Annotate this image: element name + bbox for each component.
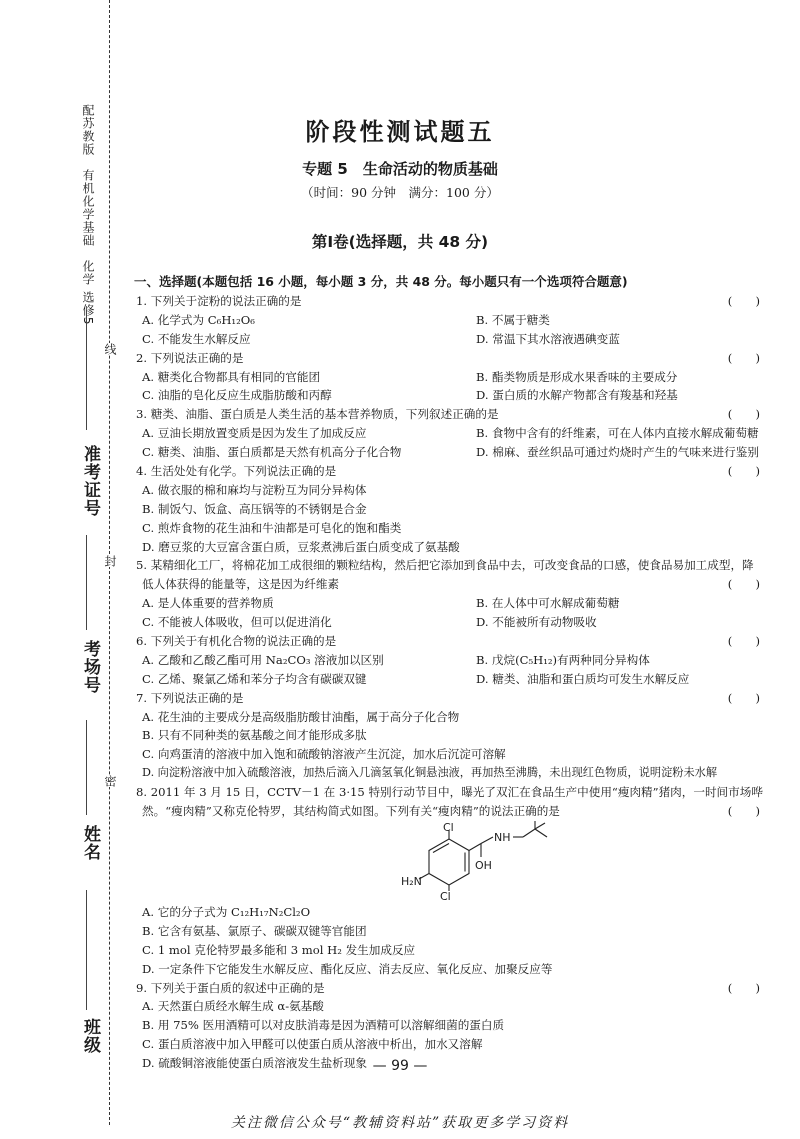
option-d: D. 棉麻、蚕丝织品可通过灼烧时产生的气味来进行鉴别 [476, 445, 759, 460]
option-row [134, 311, 774, 330]
question-8 [134, 783, 774, 802]
question-1 [134, 292, 774, 311]
option-row [134, 443, 774, 462]
page-number: — 99 — [372, 1058, 428, 1074]
benzene-ring [429, 839, 469, 885]
question-4 [134, 462, 774, 481]
question-5-cont [134, 575, 774, 594]
option-c: C. 油脂的皂化反应生成脂肪酸和丙醇 [142, 388, 332, 403]
answer-bracket: ( ) [727, 294, 760, 308]
footer-note: 关注微信公众号“教辅资料站”获取更多学习资料 [230, 1115, 570, 1131]
side-blank-line [86, 890, 87, 1010]
option-a: A. 糖类化合物都具有相同的官能团 [142, 369, 321, 384]
option-a: A. 是人体重要的营养物质 [142, 596, 274, 611]
option-row [134, 386, 774, 405]
question-5 [134, 556, 774, 575]
answer-bracket: ( ) [727, 350, 760, 365]
question-9 [134, 979, 774, 998]
answer-bracket: ( ) [727, 980, 760, 995]
question-stem-cont: 然。“瘦肉精”又称克伦特罗，其结构简式如图。下列有关“瘦肉精”的说法正确的是 [142, 804, 560, 819]
option-d: D. 蛋白质的水解产物都含有羧基和羟基 [476, 388, 678, 403]
option-a: A. 豆油长期放置变质是因为发生了加成反应 [142, 426, 367, 441]
option-d: D. 常温下其水溶液遇碘变蓝 [476, 331, 620, 346]
option-row [134, 368, 774, 387]
option-a: A. 花生油的主要成分是高级脂肪酸甘油酯，属于高分子化合物 [142, 709, 460, 724]
option-a: A. 天然蛋白质经水解生成 α-氨基酸 [142, 999, 324, 1014]
question-stem: 5. 某精细化工厂，将棉花加工成很细的颗粒结构，然后把它添加到食品中去，可改变食品的口感，使食品易加工成型，降 [136, 558, 754, 573]
option-b: B. 戊烷(C₅H₁₂)有两种同分异构体 [476, 652, 650, 667]
option-c: C. 煎炸食物的花生油和牛油都是可皂化的饱和酯类 [142, 520, 402, 535]
exam-id-label: 准考证号 [80, 445, 100, 517]
subtitle: 专题 5 生命活动的物质基础 [302, 160, 498, 178]
clenbuterol-structure [134, 821, 774, 891]
option-b: B. 它含有氨基、氯原子、碳碳双键等官能团 [142, 923, 367, 938]
option-b: B. 食物中含有的纤维素，可在人体内直接水解成葡萄糖 [476, 426, 759, 441]
option-row [134, 670, 774, 689]
time-score-info: （时间：90 分钟 满分：100 分） [301, 185, 499, 200]
option-c: C. 蛋白质溶液中加入甲醛可以使蛋白质从溶液中析出，加水又溶解 [142, 1037, 483, 1052]
hydroxyl-label: OH [475, 858, 492, 872]
question-stem: 3. 糖类、油脂、蛋白质是人类生活的基本营养物质，下列叙述正确的是 [136, 407, 499, 422]
cut-mark-line: 线 [103, 343, 117, 355]
answer-bracket: ( ) [727, 407, 760, 422]
question-stem: 4. 生活处处有化学。下列说法正确的是 [136, 464, 337, 479]
option-c: C. 糖类、油脂、蛋白质都是天然有机高分子化合物 [142, 445, 402, 460]
option-row [134, 424, 774, 443]
option-d: D. 不能被所有动物吸收 [476, 615, 597, 630]
name-label: 姓名 [80, 825, 100, 861]
answer-bracket: ( ) [727, 464, 760, 479]
option-b: B. 用 75% 医用酒精可以对皮肤消毒是因为酒精可以溶解细菌的蛋白质 [142, 1018, 505, 1033]
question-8-cont [134, 802, 774, 821]
section-heading: 一、选择题(本题包括 16 小题，每小题 3 分，共 48 分。每小题只有一个选项符合题意) [134, 274, 628, 289]
side-blank-line [86, 310, 87, 430]
option-b: B. 酯类物质是形成水果香味的主要成分 [476, 369, 678, 384]
option-c: C. 不能被人体吸收，但可以促进消化 [142, 615, 332, 630]
option-b: B. 制饭勺、饭盒、高压锅等的不锈钢是合金 [142, 501, 367, 516]
side-blank-line [86, 535, 87, 630]
option-a: A. 乙酸和乙酸乙酯可用 Na₂CO₃ 溶液加以区别 [142, 652, 384, 667]
answer-bracket: ( ) [727, 690, 760, 705]
option-row [134, 613, 774, 632]
option-a: A. 它的分子式为 C₁₂H₁₇N₂Cl₂O [142, 904, 311, 919]
option-a: A. 做衣服的棉和麻均与淀粉互为同分异构体 [142, 482, 367, 497]
question-stem: 7. 下列说法正确的是 [136, 690, 244, 705]
structure-formula-image [389, 821, 579, 893]
imino-label: NH [494, 830, 511, 844]
option-b: B. 不属于糖类 [476, 312, 550, 327]
question-stem: 2. 下列说法正确的是 [136, 350, 244, 365]
cut-mark-seal: 封 [103, 555, 117, 567]
option-d: D. 一定条件下它能发生水解反应、酯化反应、消去反应、氧化反应、加聚反应等 [142, 961, 553, 976]
book-info: 配苏教版 有机化学基础 化学 选修5 [81, 104, 95, 326]
class-label: 班级 [80, 1018, 100, 1054]
option-c: C. 1 mol 克伦特罗最多能和 3 mol H₂ 发生加成反应 [142, 942, 416, 957]
amino-label: H₂N [401, 874, 422, 888]
cut-mark-secret: 密 [103, 775, 117, 787]
figure-bottom [134, 891, 774, 903]
question-list [134, 272, 774, 1073]
question-stem: 6. 下列关于有机化合物的说法正确的是 [136, 634, 337, 649]
chlorine-bottom-label: Cl [440, 889, 451, 903]
question-stem: 1. 下列关于淀粉的说法正确的是 [136, 294, 302, 308]
option-row [134, 330, 774, 349]
question-6 [134, 632, 774, 651]
exam-room-label: 考场号 [80, 640, 100, 694]
answer-bracket: ( ) [727, 804, 760, 819]
option-b: B. 在人体中可水解成葡萄糖 [476, 596, 620, 611]
answer-bracket: ( ) [727, 577, 760, 592]
option-d: D. 硫酸铜溶液能使蛋白质溶液发生盐析现象 [142, 1056, 367, 1071]
answer-bracket: ( ) [727, 634, 760, 649]
option-d: D. 向淀粉溶液中加入硫酸溶液，加热后滴入几滴氢氧化铜悬浊液，再加热至沸腾，未出现红色物质，说明淀粉未水解 [142, 766, 718, 780]
question-stem: 8. 2011 年 3 月 15 日，CCTV－1 在 3·15 特别行动节目中，曝光了双汇在食品生产中使用“瘦肉精”猪肉，一时间市场哗 [136, 785, 763, 800]
option-c: C. 向鸡蛋清的溶液中加入饱和硫酸钠溶液产生沉淀，加水后沉淀可溶解 [142, 747, 506, 762]
question-stem: 9. 下列关于蛋白质的叙述中正确的是 [136, 980, 325, 995]
side-blank-line [86, 720, 87, 815]
question-stem-cont: 低人体获得的能量等，这是因为纤维素 [142, 577, 340, 592]
option-b: B. 只有不同种类的氨基酸之间才能形成多肽 [142, 728, 367, 743]
volume-heading: 第Ⅰ卷(选择题，共 48 分) [311, 233, 489, 251]
option-c: C. 不能发生水解反应 [142, 331, 251, 346]
option-row [134, 651, 774, 670]
option-d: D. 糖类、油脂和蛋白质均可发生水解反应 [476, 671, 690, 686]
question-2 [134, 349, 774, 368]
option-a: A. 化学式为 C₆H₁₂O₆ [142, 312, 255, 327]
question-7 [134, 689, 774, 708]
page-title: 阶段性测试题五 [305, 117, 495, 146]
question-3 [134, 405, 774, 424]
chlorine-top-label: Cl [443, 820, 454, 834]
option-row [134, 594, 774, 613]
option-c: C. 乙烯、聚氯乙烯和苯分子均含有碳碳双键 [142, 671, 367, 686]
option-d: D. 磨豆浆的大豆富含蛋白质，豆浆煮沸后蛋白质变成了氨基酸 [142, 539, 460, 554]
